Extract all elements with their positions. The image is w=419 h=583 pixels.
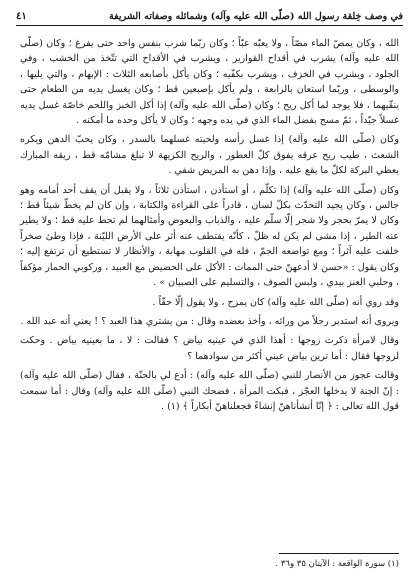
body-text [20, 36, 399, 418]
footnote-separator [279, 553, 399, 554]
paragraph: وقال لامرأة ذكرت زوجها : أهذا الذي في عينيه بياض ؟ فقالت : لا ، ما بعينيه بياض . وحكت لزوجها فقال : أما ترين بياض عيني أكثر من سوادهما ؟ [20, 335, 399, 362]
page-number: ٤١ [16, 11, 27, 22]
paragraph: وكان (صلّى الله عليه وآله) إذا غسل رأسه ولحيته غسلهما بالسدر ، وكان يحبّ الدهن ويكره الشعث ، طيب ريح عرقه يفوق كلّ العطور ، والريح الكريهة لا تبلغ مشامّه قط ، ريقه المبارك يعطي البركة لكلّ ما يقع عليه ، وإذا دهن به المريض شفي . [20, 134, 399, 177]
paragraph: الله ، وكان يمصّ الماء مصّاً ، ولا يعبّه عبّاً ؛ وكان ربّما شرب بنفس واحد حتى يفرغ ؛ وكان (صلّى الله عليه وآله) يشرب في أقداح القوارير ، ويشرب في الأقداح التي تتّخذ من الخشب ، وفي الجلود ، ويشرب في الخزف ، ويشرب بكفّيه ؛ وكان يأكل بأصابعه الثلاث : الإبهام ، والتي يليها ، والوسطى ، وربّما استعان بالرابعة ، ولم يأكل بإصبعين قط ؛ وكان يغسل يديه من الطعام حتى ينقّيهما ، فلا يوجد لما أكل ريح ؛ وكان (صلّى الله عليه وآله) إذا أكل الخبز واللحم خاصّة غسل يديه غسلاً جيّداً ، ثمّ مسح بفضل الماء الذي في يده وجهه ؛ وكان لا يأكل وحده ما أمكنه . [20, 38, 399, 127]
paragraph: وقالت عجوز من الأنصار للنبي (صلّى الله عليه وآله) : أدع لي بالجنّة ، فقال (صلّى الله عليه وآله) : إنّ الجنة لا يدخلها العجّز ، فبكت المرأة ، فضحك النبي (صلّى الله عليه وآله) وقال : أما سمعت قول الله تعالى : ﴿ إنّا أنشأناهنّ إنشاءً فجعلناهنّ أبكاراً ﴾ (١) . [20, 370, 399, 412]
running-header [16, 6, 403, 26]
paragraph: ويروى أنه استدبر رجلاً من ورائه ، وأخذ بعضده وقال : من يشتري هذا العبد ؟ ! يعني أنه عبد الله . [20, 315, 399, 327]
paragraph: وكان (صلّى الله عليه وآله) إذا تكلّم ، أو استأذن ، استأذن ثلاثاً ، ولا يقبل أن يقف أحد أمامه وهو جالس ، وكان يجيد التحدّث بكلّ لسان ، قادراً على القراءة والكتابة ، وإن كان لم يخطّ شيئاً قط ؛ وكان لا يمرّ بحجر ولا شجر إلّا سلّم عليه ، والذباب والبعوض وأمثالهما لم تحط عليه قط ؛ ولا يطير عنه الطير ، إذا مشى لم يكن له ظلّ ، كأنّه يقتطف عنه أثر على الأرض الليّنة ، فإذا وطئ صخراً خلفت عليه آثراً ؛ ومع تواضعه الجمّ ، فله في القلوب مهابة ، والأنظار لا تستطيع أن ترتفع إليه ؛ وكان يقول : «حسن لا أدعهنّ حتى الممات : الأكل على الحضيض مع العبيد ، وركوبي الحمار مؤكفاً ، وحلبي العنز بيدي ، ولبس الصوف ، والتسليم على الصبيان » . [20, 184, 399, 289]
paragraph: وقد روي أنه (صلّى الله عليه وآله) كان يمزح ، ولا يقول إلّا حقّاً . [152, 296, 399, 308]
footnote: (١) سورة الواقعة : الآيتان ٣٥ و٣٦ . [275, 559, 399, 569]
header-title: في وصف خِلقة رسول الله (صلّى الله عليه وآله) وشمائله وصفاته الشريفة [109, 11, 403, 22]
